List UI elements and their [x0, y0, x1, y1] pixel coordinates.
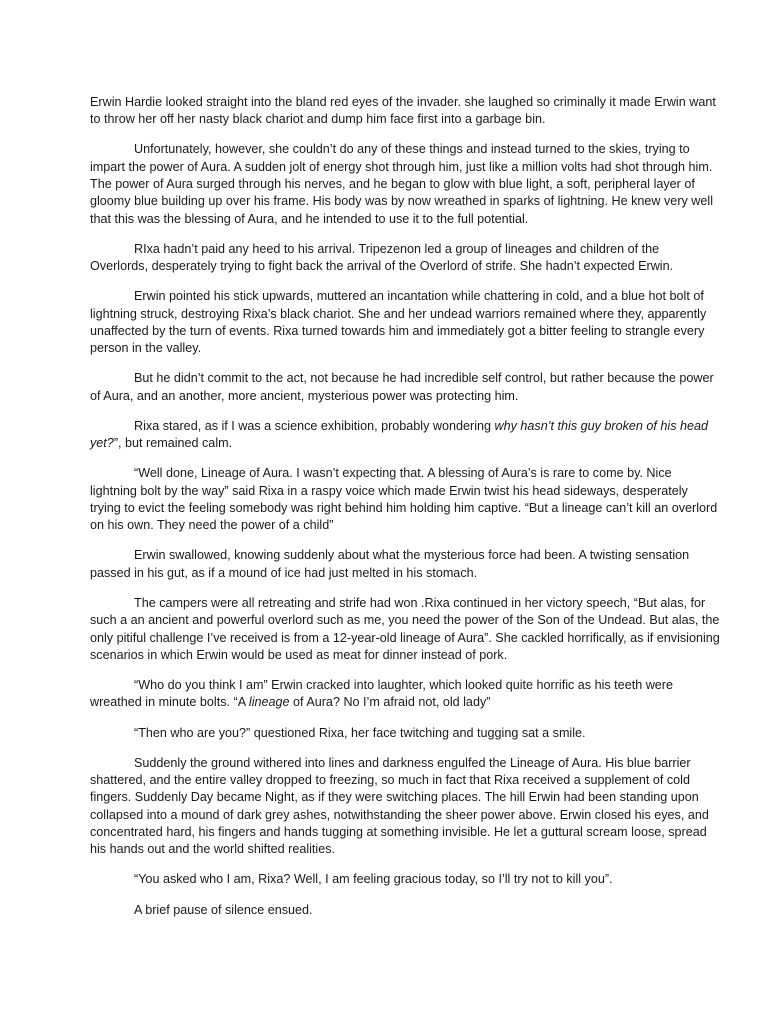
- document-body: [90, 94, 720, 932]
- paragraph: [90, 725, 720, 742]
- paragraph: [90, 871, 720, 888]
- paragraph-text: “Well done, Lineage of Aura. I wasn’t expecting that. A blessing of Aura’s is rare to come by. Nice lightning bolt by the way” said Rixa in a raspy voice which made Erwin twist his head sideways, desperately trying to evict the feeling somebody was right behind him holding him captive. “But a lineage can’t kill an overlord on his own. They need the power of a child”: [90, 466, 718, 533]
- paragraph: [90, 595, 720, 664]
- paragraph-text: of Aura? No I’m afraid not, old lady”: [289, 695, 491, 710]
- paragraph: [90, 418, 720, 453]
- paragraph-text: ”, but remained calm.: [113, 436, 233, 451]
- italic-text: lineage: [248, 695, 290, 710]
- italic-text: why hasn’t this guy broken of his head yet?: [90, 418, 709, 451]
- paragraph: [90, 241, 720, 276]
- paragraph-text: Erwin pointed his stick upwards, muttered an incantation while chattering in cold, and a blue hot bolt of lightning struck, destroying Rixa’s black chariot. She and her undead warriors remained where they, apparently unaffected by the turn of events. Rixa turned towards him and immediately got a bitter feeling to strangle every person in the valley.: [90, 289, 707, 356]
- paragraph-text: The campers were all retreating and strife had won .Rixa continued in her victory speech, “But alas, for such a an ancient and powerful overlord such as me, you need the power of the Son of the Undead. But alas, the only pitiful challenge I’ve received is from a 12-year-old lineage of Aura”. She cackled horrifically, as if envisioning scenarios in which Erwin would be used as meat for dinner instead of pork.: [90, 595, 720, 662]
- paragraph-text: Erwin Hardie looked straight into the bland red eyes of the invader. she laughed so criminally it made Erwin want to throw her off her nasty black chariot and dump him face first into a garbage bin.: [90, 95, 716, 127]
- paragraph: [90, 465, 720, 534]
- paragraph-text: Erwin swallowed, knowing suddenly about what the mysterious force had been. A twisting sensation passed in his gut, as if a mound of ice had just melted in his stomach.: [90, 548, 690, 580]
- paragraph-text: RIxa hadn’t paid any heed to his arrival. Tripezenon led a group of lineages and children of the Overlords, desperately trying to fight back the arrival of the Overlord of strife. She hadn’t expected Erwin.: [90, 241, 674, 274]
- paragraph: [90, 370, 720, 405]
- paragraph: [90, 547, 720, 582]
- paragraph-text: A brief pause of silence ensued.: [134, 902, 313, 917]
- paragraph: [90, 141, 720, 227]
- paragraph: [90, 755, 720, 859]
- paragraph: [90, 94, 720, 129]
- paragraph: [90, 677, 720, 712]
- paragraph-text: “Then who are you?” questioned Rixa, her face twitching and tugging sat a smile.: [134, 725, 586, 740]
- paragraph-text: Rixa stared, as if I was a science exhibition, probably wondering: [134, 418, 495, 433]
- paragraph-text: Suddenly the ground withered into lines and darkness engulfed the Lineage of Aura. His blue barrier shattered, and the entire valley dropped to freezing, so much in fact that Rixa received a supplement of cold fingers. Suddenly Day became Night, as if they were switching places. The hill Erwin had been standing upon collapsed into a mound of dark grey ashes, notwithstanding the sheer power above. Erwin closed his eyes, and concentrated hard, his fingers and hands tugging at something invisible. He let a guttural scream loose, spread his hands out and the world shifted realities.: [90, 755, 709, 857]
- paragraph-text: Unfortunately, however, she couldn’t do any of these things and instead turned to the skies, trying to impart the power of Aura. A sudden jolt of energy shot through him, just like a million volts had shot through him. The power of Aura surged through his nerves, and he began to glow with blue light, a soft, peripheral layer of gloomy blue building up over his frame. His body was by now wreathed in sparks of lightning. He knew very well that this was the blessing of Aura, and he intended to use it to the full potential.: [90, 142, 713, 226]
- paragraph: [90, 902, 720, 919]
- paragraph-text: “You asked who I am, Rixa? Well, I am feeling gracious today, so I’ll try not to kill you”.: [134, 872, 613, 887]
- paragraph-text: “Who do you think I am” Erwin cracked into laughter, which looked quite horrific as his teeth were wreathed in minute bolts. “A: [90, 678, 673, 710]
- paragraph-text: But he didn’t commit to the act, not because he had incredible self control, but rather because the power of Aura, and an another, more ancient, mysterious power was protecting him.: [90, 371, 714, 403]
- paragraph: [90, 288, 720, 357]
